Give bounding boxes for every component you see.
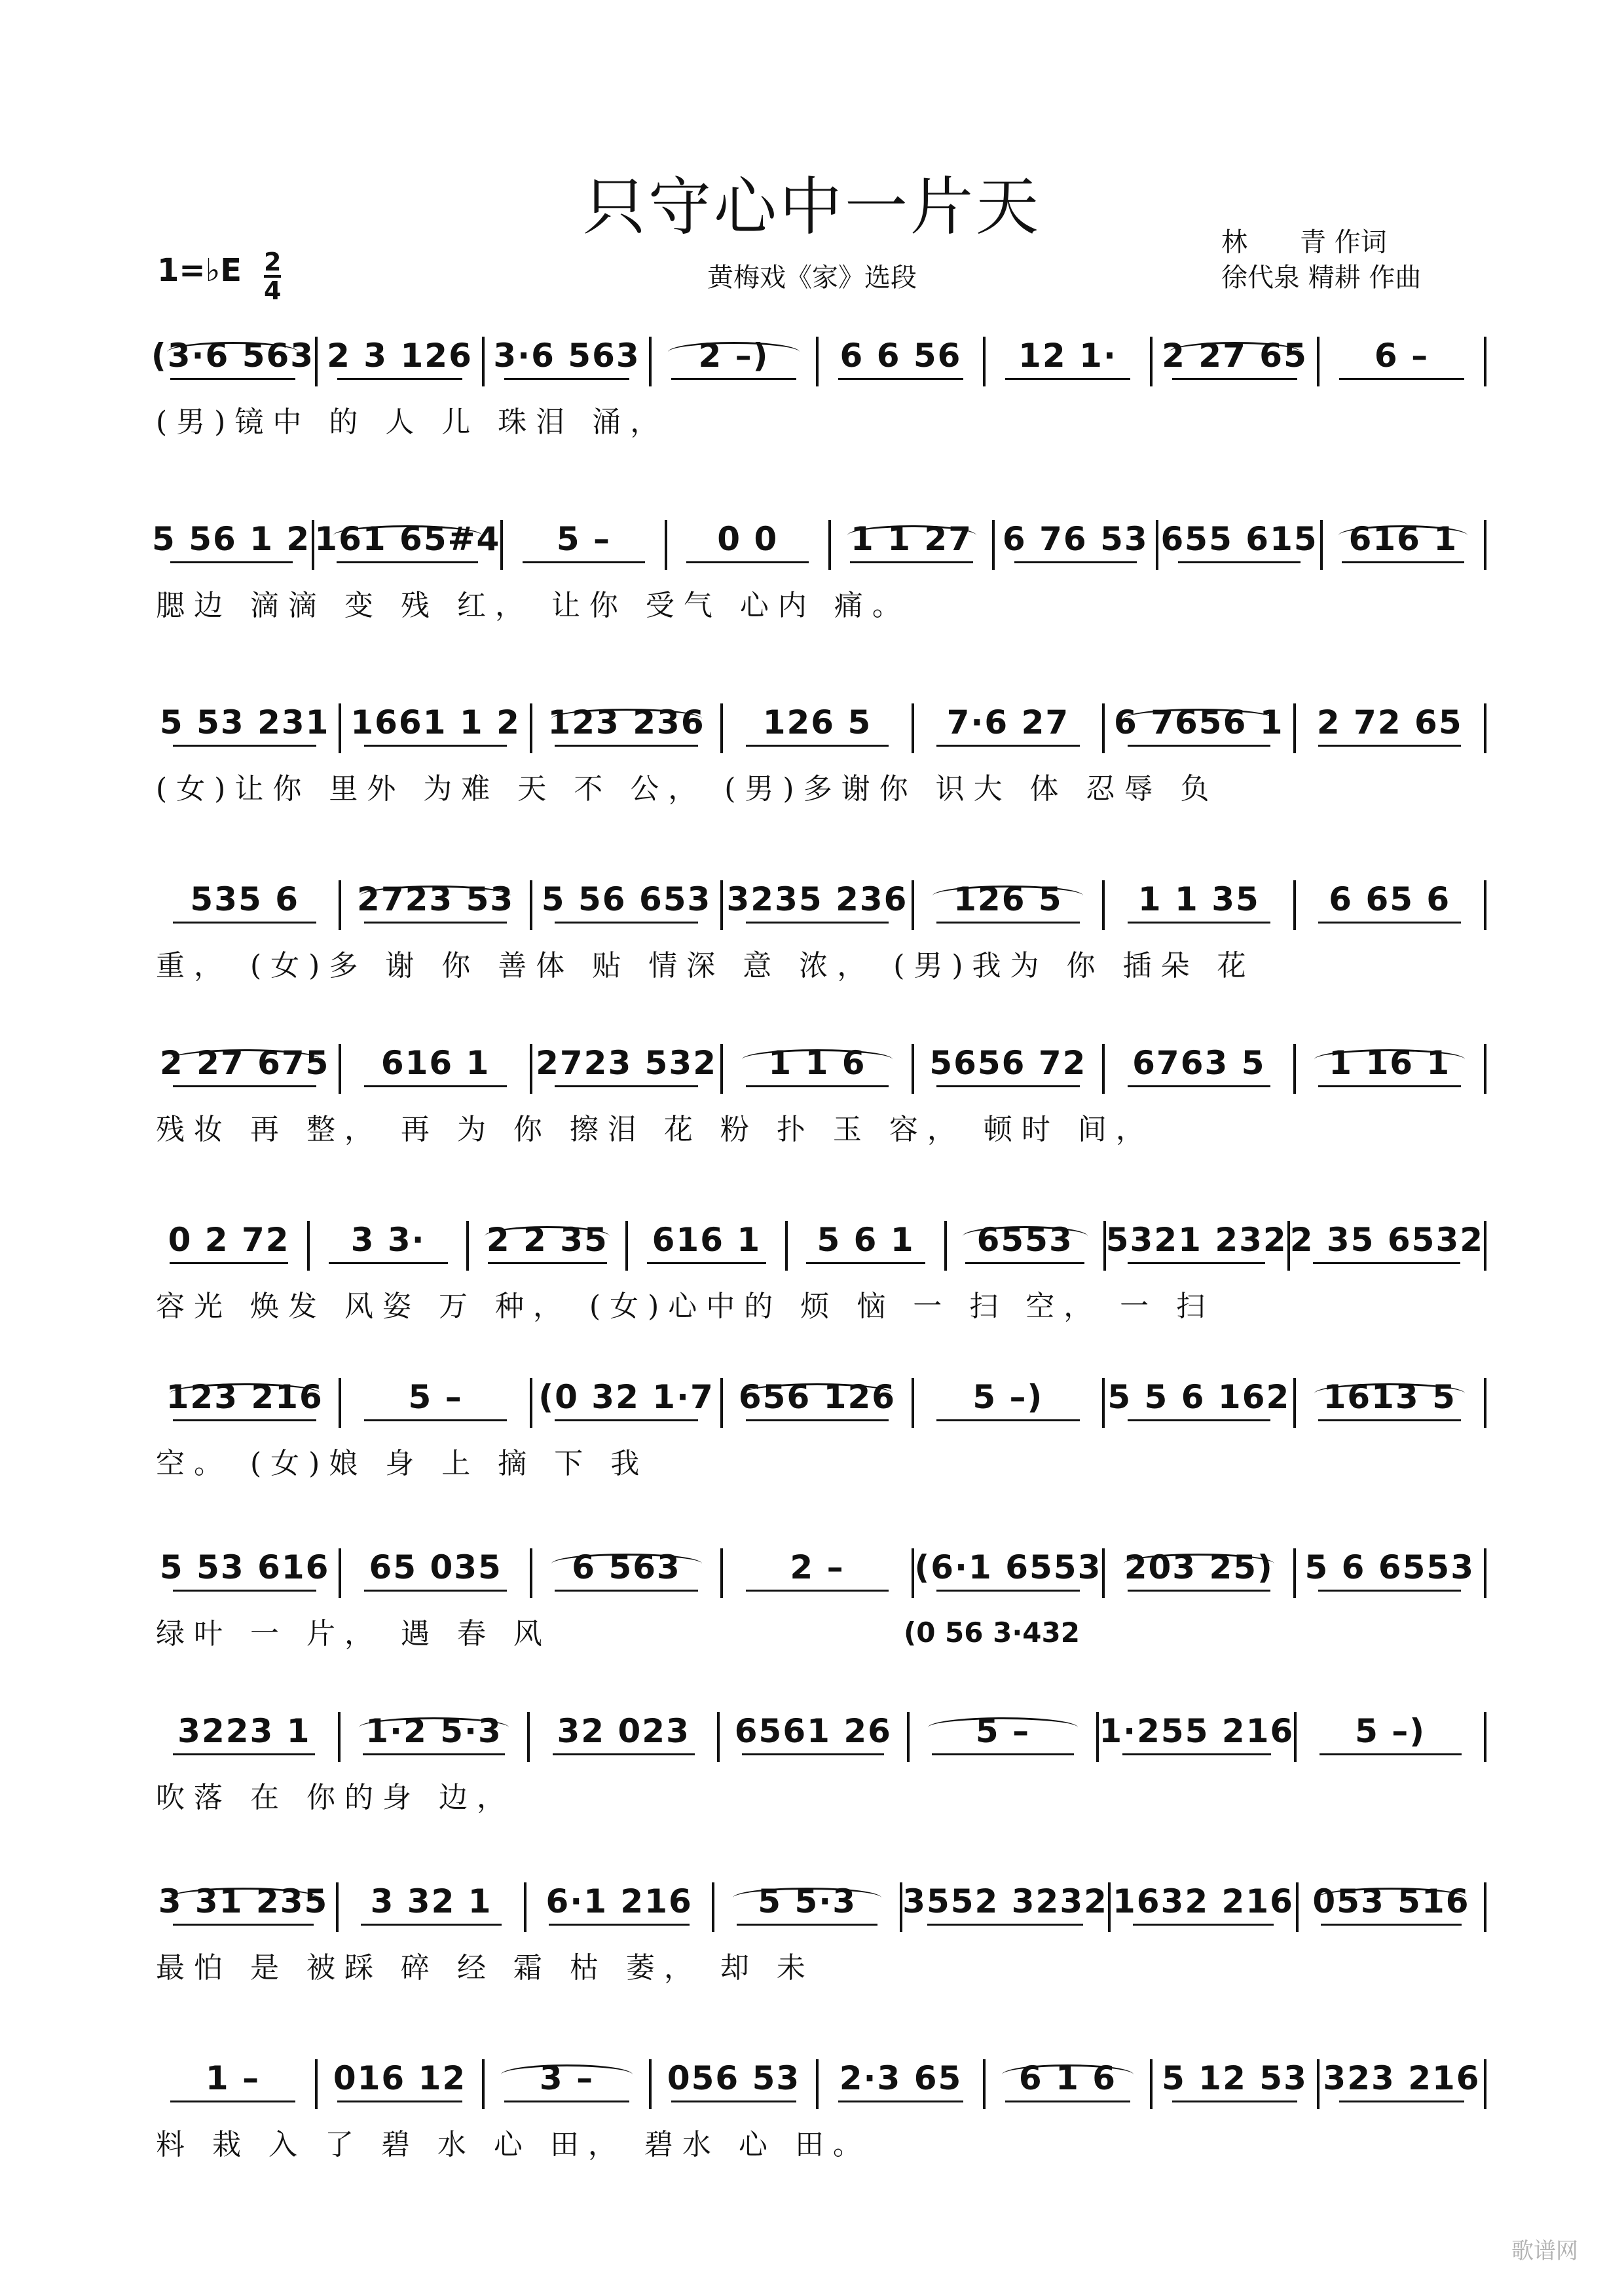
measure: 3 31 235 bbox=[151, 1882, 339, 1932]
beam-line bbox=[686, 561, 809, 563]
inline-phrase: (0 56 3·432 bbox=[904, 1616, 1080, 1649]
beam-line bbox=[173, 922, 316, 924]
page-title: 只守心中一片天 bbox=[583, 170, 1041, 244]
beam-line bbox=[488, 1262, 607, 1264]
measure: 5 5·3 bbox=[714, 1882, 902, 1932]
beam-line bbox=[838, 2101, 963, 2102]
time-signature-bottom: 4 bbox=[264, 276, 282, 305]
slur-arc bbox=[963, 1226, 1088, 1246]
beam-line bbox=[746, 922, 889, 924]
lyric-line: (女)让你 里外 为难 天 不 公， (男)多谢你 识大 体 忍辱 负 bbox=[156, 772, 1219, 806]
beam-line bbox=[1172, 378, 1297, 380]
beam-line bbox=[523, 561, 645, 563]
slur-arc bbox=[501, 2064, 633, 2085]
beam-line bbox=[742, 1753, 884, 1755]
beam-line bbox=[1128, 1590, 1270, 1592]
beam-line bbox=[1172, 2101, 1297, 2102]
lyric-line: 残妆 再 整， 再 为 你 擦泪 花 粉 扑 玉 容， 顿时 间， bbox=[156, 1113, 1154, 1146]
beam-line bbox=[1318, 1419, 1461, 1421]
slur-arc bbox=[733, 1888, 881, 1908]
measure: 6 65 6 bbox=[1296, 880, 1486, 930]
beam-line bbox=[1339, 2101, 1464, 2102]
measure: 5 56 653 bbox=[532, 880, 723, 930]
key-signature: 1=♭E bbox=[157, 252, 242, 289]
beam-line bbox=[746, 745, 889, 747]
score-row bbox=[151, 1199, 1486, 1324]
beam-line bbox=[1005, 378, 1130, 380]
notation-line bbox=[151, 1526, 1486, 1598]
score-row bbox=[151, 498, 1486, 624]
measure: 5 53 231 bbox=[151, 703, 341, 753]
beam-line bbox=[1128, 1419, 1270, 1421]
beam-line bbox=[173, 1753, 315, 1755]
measure: 1 – bbox=[151, 2059, 318, 2109]
measure: 6553 bbox=[947, 1221, 1106, 1271]
lyric-line: 腮边 滴滴 变 残 红， 让你 受气 心内 痛。 bbox=[156, 589, 910, 622]
beam-line bbox=[737, 1924, 877, 1926]
measure: 3 3· bbox=[310, 1221, 469, 1271]
beam-line bbox=[555, 745, 697, 747]
measure: 2 2 35 bbox=[469, 1221, 628, 1271]
beam-line bbox=[647, 1262, 766, 1264]
measure: 6561 26 bbox=[720, 1712, 910, 1762]
slur-arc bbox=[333, 525, 482, 546]
measure: 5 – bbox=[503, 520, 667, 570]
beam-line bbox=[173, 1924, 314, 1926]
beam-line bbox=[932, 1753, 1074, 1755]
beam-line bbox=[1014, 561, 1137, 563]
measure: 6 563 bbox=[532, 1548, 723, 1598]
slur-arc bbox=[1124, 1554, 1274, 1574]
slur-arc bbox=[485, 1226, 610, 1246]
beam-line bbox=[364, 745, 507, 747]
measure: 5 –) bbox=[1297, 1712, 1486, 1762]
beam-line bbox=[553, 1753, 695, 1755]
slur-arc bbox=[932, 886, 1083, 906]
beam-line bbox=[936, 745, 1079, 747]
beam-line bbox=[1128, 745, 1270, 747]
beam-line bbox=[364, 1419, 507, 1421]
beam-line bbox=[1313, 1262, 1460, 1264]
beam-line bbox=[555, 922, 697, 924]
notation-line bbox=[151, 498, 1486, 570]
beam-line bbox=[746, 1590, 889, 1592]
beam-line bbox=[1128, 1085, 1270, 1087]
beam-line bbox=[1342, 561, 1464, 563]
beam-line bbox=[927, 1924, 1083, 1926]
measure: 3235 236 bbox=[723, 880, 913, 930]
measure: 616 1 bbox=[341, 1044, 532, 1094]
beam-line bbox=[555, 1419, 697, 1421]
beam-line bbox=[1339, 378, 1464, 380]
measure: 5 56 1 2 bbox=[151, 520, 314, 570]
beam-line bbox=[671, 378, 796, 380]
beam-line bbox=[1128, 1262, 1266, 1264]
measure: 016 12 bbox=[318, 2059, 485, 2109]
measure: 203 25) bbox=[1105, 1548, 1295, 1598]
measure: 6 7656 1 bbox=[1105, 703, 1295, 753]
beam-line bbox=[806, 1262, 925, 1264]
beam-line bbox=[364, 922, 507, 924]
score-row bbox=[151, 1356, 1486, 1482]
measure: 3223 1 bbox=[151, 1712, 341, 1762]
notation-line bbox=[151, 1860, 1486, 1932]
slur-arc bbox=[668, 342, 800, 362]
slur-arc bbox=[170, 1383, 320, 1404]
measure: 123 216 bbox=[151, 1378, 341, 1428]
measure: 1 1 6 bbox=[723, 1044, 913, 1094]
lyric-line: 重， (女)多 谢 你 善体 贴 情深 意 浓， (男)我为 你 插朵 花 bbox=[156, 949, 1255, 982]
beam-line bbox=[936, 922, 1079, 924]
beam-line bbox=[170, 1262, 289, 1264]
beam-line bbox=[170, 561, 293, 563]
measure: 656 126 bbox=[723, 1378, 913, 1428]
notation-line bbox=[151, 1199, 1486, 1271]
notation-line bbox=[151, 2037, 1486, 2109]
measure: 2·3 65 bbox=[819, 2059, 986, 2109]
measure: 7·6 27 bbox=[914, 703, 1105, 753]
beam-line bbox=[337, 2101, 462, 2102]
beam-line bbox=[504, 378, 629, 380]
beam-line bbox=[173, 745, 316, 747]
measure: 6 – bbox=[1320, 337, 1486, 386]
lyricist-credit: 林 青 作词 bbox=[1221, 227, 1387, 257]
measure: 616 1 bbox=[1323, 520, 1486, 570]
score-row bbox=[151, 1022, 1486, 1148]
measure: 2723 532 bbox=[532, 1044, 723, 1094]
beam-line bbox=[1178, 561, 1301, 563]
slur-arc bbox=[1314, 1383, 1465, 1404]
measure: (6·1 6553 bbox=[914, 1548, 1105, 1598]
beam-line bbox=[1133, 1924, 1274, 1926]
slur-arc bbox=[1124, 709, 1274, 729]
measure: 3 – bbox=[485, 2059, 652, 2109]
measure: 2 3 126 bbox=[318, 337, 485, 386]
slur-arc bbox=[360, 886, 511, 906]
measure: 0 0 bbox=[667, 520, 831, 570]
beam-line bbox=[1128, 922, 1270, 924]
lyric-line: 吹落 在 你的身 边， bbox=[156, 1781, 515, 1814]
time-signature bbox=[264, 249, 281, 304]
beam-line bbox=[361, 1924, 502, 1926]
measure: 1661 1 2 bbox=[341, 703, 532, 753]
beam-line bbox=[363, 1753, 505, 1755]
slur-arc bbox=[169, 1888, 317, 1908]
beam-line bbox=[1318, 745, 1461, 747]
measure: 3 32 1 bbox=[339, 1882, 526, 1932]
notation-line bbox=[151, 314, 1486, 386]
measure: 616 1 bbox=[628, 1221, 787, 1271]
measure: 535 6 bbox=[151, 880, 341, 930]
lyric-line: 最怕 是 被踩 碎 经 霜 枯 萎， 却 未 bbox=[156, 1951, 815, 1985]
composer-credit: 徐代泉 精耕 作曲 bbox=[1221, 263, 1422, 293]
measure: 126 5 bbox=[723, 703, 913, 753]
measure: 1613 5 bbox=[1296, 1378, 1486, 1428]
beam-line bbox=[671, 2101, 796, 2102]
beam-line bbox=[1321, 1924, 1462, 1926]
beam-line bbox=[364, 1085, 507, 1087]
measure: 2 27 675 bbox=[151, 1044, 341, 1094]
beam-line bbox=[965, 1262, 1084, 1264]
slur-arc bbox=[167, 342, 299, 362]
measure: 1·2 5·3 bbox=[341, 1712, 530, 1762]
measure: 1632 216 bbox=[1111, 1882, 1299, 1932]
beam-line bbox=[1320, 1753, 1462, 1755]
lyric-line: (男)镜中 的 人 儿 珠泪 涌， bbox=[156, 405, 669, 439]
beam-line bbox=[1122, 1753, 1270, 1755]
beam-line bbox=[173, 1085, 316, 1087]
measure: 5 6 1 bbox=[788, 1221, 947, 1271]
slur-arc bbox=[847, 525, 976, 546]
measure: 2723 53 bbox=[341, 880, 532, 930]
measure: 2 35 6532 bbox=[1290, 1221, 1486, 1271]
measure: 1 1 35 bbox=[1105, 880, 1295, 930]
beam-line bbox=[746, 1085, 889, 1087]
score-row bbox=[151, 681, 1486, 807]
notation-line bbox=[151, 858, 1486, 930]
beam-line bbox=[555, 1590, 697, 1592]
measure: 5 –) bbox=[914, 1378, 1105, 1428]
measure: 5 12 53 bbox=[1153, 2059, 1320, 2109]
beam-line bbox=[1318, 922, 1461, 924]
measure: 0 2 72 bbox=[151, 1221, 310, 1271]
watermark-text: 歌谱网 bbox=[1511, 2238, 1578, 2264]
slur-arc bbox=[170, 1049, 320, 1070]
lyric-line: 料 栽 入 了 碧 水 心 田， 碧水 心 田。 bbox=[156, 2128, 871, 2161]
time-signature-top: 2 bbox=[264, 248, 282, 276]
measure: 323 216 bbox=[1320, 2059, 1486, 2109]
score-row bbox=[151, 2037, 1486, 2163]
slur-arc bbox=[1317, 1888, 1465, 1908]
lyric-line: 空。 (女)娘 身 上 摘 下 我 bbox=[156, 1447, 649, 1480]
measure: 655 615 bbox=[1158, 520, 1322, 570]
measure: 12 1· bbox=[986, 337, 1153, 386]
measure: 5321 232 bbox=[1106, 1221, 1290, 1271]
slur-arc bbox=[551, 1554, 702, 1574]
measure: 2 27 65 bbox=[1153, 337, 1320, 386]
score-row bbox=[151, 1690, 1486, 1816]
slur-arc bbox=[742, 1383, 893, 1404]
measure: 6 6 56 bbox=[819, 337, 986, 386]
slur-arc bbox=[742, 1049, 893, 1070]
measure: 056 53 bbox=[652, 2059, 819, 2109]
beam-line bbox=[1318, 1590, 1461, 1592]
measure: 5656 72 bbox=[914, 1044, 1105, 1094]
beam-line bbox=[555, 1085, 697, 1087]
measure: 6·1 216 bbox=[526, 1882, 714, 1932]
slur-arc bbox=[1314, 1049, 1465, 1070]
lyric-line: 绿叶 一 片， 遇 春 风 bbox=[156, 1617, 551, 1651]
score-row bbox=[151, 1526, 1486, 1652]
subtitle: 黄梅戏《家》选段 bbox=[707, 263, 917, 293]
beam-line bbox=[170, 2101, 295, 2102]
slur-arc bbox=[359, 1717, 509, 1738]
measure: 1 1 27 bbox=[831, 520, 995, 570]
beam-line bbox=[1005, 2101, 1130, 2102]
beam-line bbox=[850, 561, 972, 563]
measure: (3·6 563 bbox=[151, 337, 318, 386]
measure: 3·6 563 bbox=[485, 337, 652, 386]
measure: 5 53 616 bbox=[151, 1548, 341, 1598]
measure: 65 035 bbox=[341, 1548, 532, 1598]
beam-line bbox=[936, 1419, 1079, 1421]
beam-line bbox=[337, 561, 478, 563]
beam-line bbox=[337, 378, 462, 380]
beam-line bbox=[1318, 1085, 1461, 1087]
notation-line bbox=[151, 1022, 1486, 1094]
beam-line bbox=[549, 1924, 690, 1926]
score-row bbox=[151, 858, 1486, 984]
measure: 2 – bbox=[723, 1548, 913, 1598]
beam-line bbox=[329, 1262, 448, 1264]
measure: 3552 3232 bbox=[902, 1882, 1111, 1932]
measure: 2 72 65 bbox=[1296, 703, 1486, 753]
beam-line bbox=[746, 1419, 889, 1421]
measure: 161 65#4 bbox=[314, 520, 503, 570]
slur-arc bbox=[551, 709, 702, 729]
measure: 6 76 53 bbox=[995, 520, 1158, 570]
measure: (0 32 1·7 bbox=[532, 1378, 723, 1428]
measure: 5 6 6553 bbox=[1296, 1548, 1486, 1598]
measure: 6 1 6 bbox=[986, 2059, 1153, 2109]
beam-line bbox=[504, 2101, 629, 2102]
slur-arc bbox=[1169, 342, 1301, 362]
measure: 1·255 216 bbox=[1099, 1712, 1297, 1762]
measure: 2 –) bbox=[652, 337, 819, 386]
beam-line bbox=[838, 378, 963, 380]
score-row bbox=[151, 1860, 1486, 1986]
beam-line bbox=[170, 378, 295, 380]
beam-line bbox=[936, 1085, 1079, 1087]
beam-line bbox=[173, 1419, 316, 1421]
score-row bbox=[151, 314, 1486, 440]
slur-arc bbox=[928, 1717, 1078, 1738]
beam-line bbox=[364, 1590, 507, 1592]
measure: 1 16 1 bbox=[1296, 1044, 1486, 1094]
notation-line bbox=[151, 1356, 1486, 1428]
measure: 053 516 bbox=[1299, 1882, 1486, 1932]
measure: 5 – bbox=[910, 1712, 1099, 1762]
slur-arc bbox=[1338, 525, 1467, 546]
beam-line bbox=[173, 1590, 316, 1592]
notation-line bbox=[151, 681, 1486, 753]
measure: 5 – bbox=[341, 1378, 532, 1428]
notation-line bbox=[151, 1690, 1486, 1762]
slur-arc bbox=[1002, 2064, 1134, 2085]
measure: 5 5 6 162 bbox=[1105, 1378, 1295, 1428]
measure: 32 023 bbox=[530, 1712, 720, 1762]
lyric-line: 容光 焕发 风姿 万 种， (女)心中的 烦 恼 一 扫 空， 一 扫 bbox=[156, 1290, 1215, 1323]
measure: 126 5 bbox=[914, 880, 1105, 930]
measure: 6763 5 bbox=[1105, 1044, 1295, 1094]
measure: 123 236 bbox=[532, 703, 723, 753]
beam-line bbox=[936, 1590, 1079, 1592]
